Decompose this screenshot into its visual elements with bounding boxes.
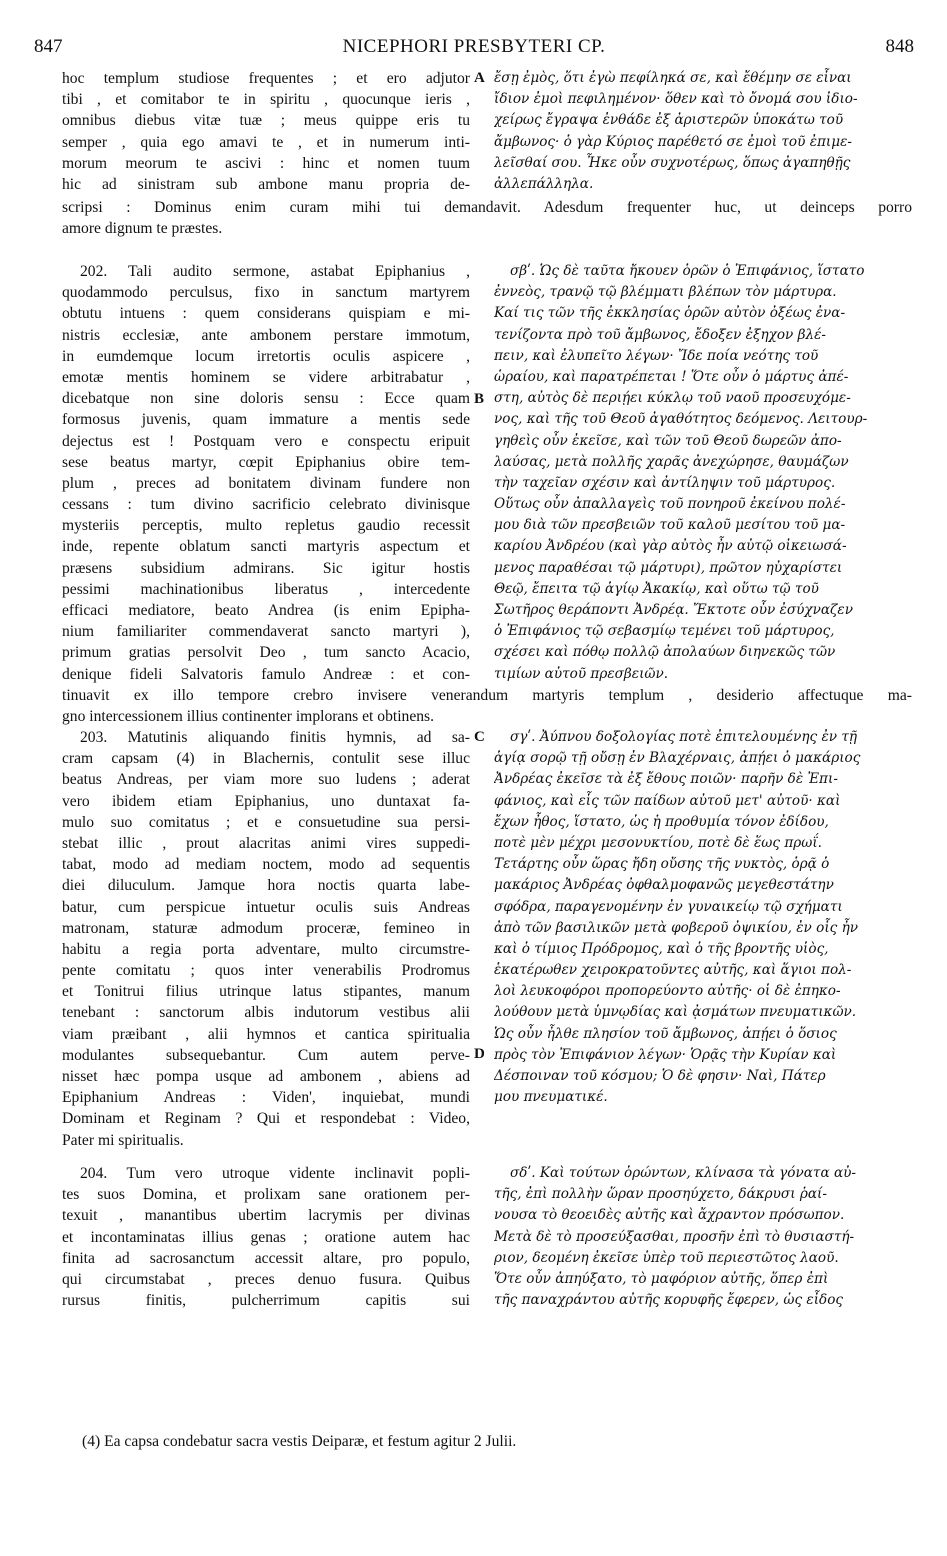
latin-line: mysteriis perceptis, multo repletus gaudio recessit <box>62 517 470 535</box>
latin-line: morum meorum te ascivi : hinc et nomen tuum <box>62 154 470 172</box>
latin-line: 202. Tali audito sermone, astabat Epiphanius , <box>80 263 470 280</box>
greek-line: μενος παραθέσαι τῷ μάρτυρι), πρῶτον ηὐχαρίστει <box>494 559 843 576</box>
greek-line: ἑκατέρωθεν χειροκρατοῦντες αὐτῆς, καὶ ἅγιοι πολ- <box>494 962 852 979</box>
greek-line: Καί τις τῶν τῆς ἐκκλησίας ὁρῶν αὐτὸν ὀξέως ἐνα- <box>494 305 846 322</box>
greek-line: καὶ ὁ τίμιος Πρόδρομος, καὶ ὁ τῆς βροντῆς υἱὸς, <box>494 940 829 957</box>
latin-line: omnibus diebus vitæ tuæ ; meus quippe eris tu <box>62 112 470 130</box>
latin-line: plum , preces ad bonitatem divinam fundere non <box>62 474 470 492</box>
greek-line: τῆς, ἐπὶ πολλὴν ὥραν προσηύχετο, δάκρυσι ῥαί- <box>494 1186 827 1203</box>
greek-line: λεῖσθαί σου. Ἦκε οὖν συχνοτέρως, ὅπως ἀγαπηθῇς <box>494 154 851 171</box>
full-line: scripsi : Dominus enim curam mihi tui demandavit. Adesdum frequenter huc, ut deinceps porro <box>62 199 912 216</box>
greek-line: φάνιος, καὶ εἷς τῶν παίδων αὐτοῦ μετ' αὐτοῦ· καὶ <box>494 792 841 809</box>
latin-line: Pater mi spiritualis. <box>62 1131 184 1149</box>
greek-line: Μετὰ δὲ τὸ προσεύξασθαι, προσῆν ἐπὶ τὸ θυσιαστή- <box>494 1228 855 1245</box>
margin-marker-c: C <box>474 729 485 745</box>
latin-line: Dominam et Reginam ? Qui et respondebat : Video, <box>62 1110 470 1128</box>
greek-line: ὁ Ἐπιφάνιος τῷ σεβασμίῳ τεμένει τοῦ μάρτυρος, <box>494 623 835 640</box>
page-number-left: 847 <box>34 36 63 57</box>
latin-line: mulo suo comitatus ; et e consuetudine sua persi- <box>62 813 470 831</box>
greek-line: σβʹ. Ὡς δὲ ταῦτα ἤκουεν ὁρῶν ὁ Ἐπιφάνιος, ἵστατο <box>510 263 865 279</box>
greek-line: ἄμβωνος· ὁ γὰρ Κύριος παρέθετό σε ἐμοὶ τοῦ ἐπιμε- <box>494 133 852 150</box>
latin-line: vero ibidem etiam Epiphanius, uno duntaxat fa- <box>62 792 470 810</box>
greek-line: ἴδιον ἐμοὶ πεφιλημένον· ὅθεν καὶ τὸ ὄνομά σου ἰδιο- <box>494 91 858 108</box>
latin-line: et Tonitrui filius utrinque latus stipantes, manum <box>62 983 470 1001</box>
greek-line: Δέσποιναν τοῦ κόσμου; Ὁ δὲ φησιν· Ναὶ, Πάτερ <box>494 1068 826 1084</box>
greek-line: Οὕτως οὖν ἀπαλλαγεὶς τοῦ πονηροῦ ἐκείνου πολέ- <box>494 496 846 513</box>
latin-line: nisset hæc pompa usque ad ambonem , abiens ad <box>62 1068 470 1085</box>
greek-line: ποτὲ μὲν μέχρι μεσονυκτίου, ποτὲ δὲ ἕως πρωΐ. <box>494 834 822 851</box>
latin-line: inde, repente oblatum sancti martyris aspectum et <box>62 538 470 556</box>
full-width-text-1 <box>62 197 912 239</box>
full-width-text-2 <box>62 685 912 727</box>
greek-line: Ὅτε οὖν ἀπηύξατο, τὸ μαφόριον αὐτῆς, ὅπερ ἐπὶ <box>494 1270 829 1287</box>
greek-line: σδʹ. Καὶ τούτων ὁρώντων, κλίνασα τὰ γόνατα αὐ- <box>510 1165 856 1181</box>
greek-line: Θεῷ, ἔπειτα τῷ ἁγίῳ Ἀκακίῳ, καὶ οὕτω τῷ τοῦ <box>494 580 819 597</box>
greek-line: ἀλλεπάλληλα. <box>494 175 594 192</box>
margin-marker-d: D <box>474 1046 485 1062</box>
greek-line: μου διὰ τῶν πρεσβειῶν τοῦ καλοῦ μεσίτου τοῦ μα- <box>494 517 846 534</box>
latin-line: matronam, staturæ admodum proceræ, femineo in <box>62 919 470 937</box>
latin-line: 203. Matutinis aliquando finitis hymnis, ad sa- <box>80 729 470 746</box>
latin-line: efficaci mediatore, beato Andrea (is enim Epipha- <box>62 602 470 619</box>
greek-line: στη, αὐτὸς δὲ περιῄει κύκλῳ τοῦ ναοῦ προσευχόμε- <box>494 390 851 407</box>
latin-line: dicebatque non sine doloris sensu : Ecce quam <box>62 390 470 408</box>
greek-line: μου πνευματικέ. <box>494 1089 608 1106</box>
latin-line: et incontaminatas illius genas ; oratione autem hac <box>62 1228 470 1246</box>
latin-line: formosus juvenis, quam immature a mentis sede <box>62 411 470 429</box>
latin-line: 204. Tum vero utroque vidente inclinavit popli- <box>80 1165 470 1182</box>
greek-line: Ὡς οὖν ἦλθε πλησίον τοῦ ἄμβωνος, ἀπῄει ὁ ὅσιος <box>494 1025 837 1042</box>
latin-line: quodammodo perculsus, fixo in sanctum martyrem <box>62 284 470 302</box>
latin-line: præsens subsidium admirans. Sic igitur hostis <box>62 559 470 577</box>
greek-line: ἔσῃ ἐμὸς, ὅτι ἐγὼ πεφίληκά σε, καὶ ἔθέμην σε εἶναι <box>494 70 852 86</box>
latin-line: denique fideli Salvatoris famulo Andreæ : et con- <box>62 665 470 683</box>
latin-line: tes suos Domina, et prolixam sane orationem per- <box>62 1186 470 1204</box>
full-line: amore dignum te præstes. <box>62 220 223 238</box>
latin-line: Epiphanium Andreas : Viden', inquiebat, mundi <box>62 1089 470 1107</box>
footnote: (4) Ea capsa condebatur sacra vestis Deiparæ, et festum agitur 2 Julii. <box>82 1433 517 1450</box>
latin-column-block-1 <box>62 68 470 195</box>
greek-line: μακάριος Ἀνδρέας ὀφθαλμοφανῶς μεγεθεστάτην <box>494 877 834 894</box>
latin-line: finita ad sacrosanctum accessit altare, pro populo, <box>62 1249 470 1267</box>
greek-line: σφόδρα, παραγενομένην ἐν γυναικείῳ τῷ σχήματι <box>494 898 843 915</box>
latin-column-block-2 <box>62 261 470 685</box>
greek-line: χείρως ἔγραψα ἐνθάδε ἐξ ἀριστερῶν ὑποκάτω τοῦ <box>494 112 844 129</box>
greek-line: Σωτῆρος θεράποντι Ἀνδρέᾳ. Ἔκτοτε οὖν ἐσύχναζεν <box>494 602 853 618</box>
greek-line: τιμίων αὐτοῦ πρεσβειῶν. <box>494 665 669 682</box>
latin-line: habitu a regia porta adventare, multo circumstre- <box>62 940 470 958</box>
latin-line: stebat illic , prout alacritas animi vires suppedi- <box>62 834 470 852</box>
latin-line: cessans : tum divino sacrificio celebrato divinisque <box>62 496 470 514</box>
greek-line: τῆς παναχράντου αὐτῆς κορυφῆς ἔφερεν, ὡς εἶδος <box>494 1292 844 1309</box>
latin-line: tabat, modo ad mediam noctem, modo ad sequentis <box>62 856 470 874</box>
greek-column-block-3 <box>494 727 912 1108</box>
greek-line: ἔχων ἦθος, ἵστατο, ὡς ἡ προθυμία τόνον ἐδίδου, <box>494 813 829 830</box>
greek-line: τενίζοντα πρὸ τοῦ ἄμβωνος, ἔδοξεν ἐξηχον βλέ- <box>494 326 826 343</box>
greek-column-block-1 <box>494 68 912 195</box>
full-line: tinuavit ex illo tempore crebro invisere venerandum martyris templum , desiderio affectuque ma- <box>62 687 912 704</box>
greek-line: νος, καὶ τῆς τοῦ Θεοῦ ἀγαθότητος δεόμενος. Λειτουρ- <box>494 411 868 428</box>
latin-line: nistris ecclesiæ, ante ambonem perstare immotum, <box>62 326 470 344</box>
latin-column-block-4 <box>62 1163 470 1311</box>
latin-line: diei diluculum. Jamque hora noctis quarta labe- <box>62 877 470 895</box>
latin-line: nium familiariter commendaverat sancto martyri ), <box>62 623 470 641</box>
greek-line: νουσα τὸ θεοειδὲς αὐτῆς καὶ ἄχραντον πρόσωπον. <box>494 1207 845 1224</box>
greek-line: Ἀνδρέας ἐκεῖσε τὰ ἐξ ἔθους ποιῶν· παρῆν δὲ Ἐπι- <box>494 771 838 788</box>
latin-line: dejectus est ! Postquam vero e conspectu eripuit <box>62 432 470 450</box>
greek-line: καρίου Ἀνδρέου (καὶ γὰρ αὐτὸς ἦν αὐτῷ οἰκειωσά- <box>494 538 847 555</box>
latin-line: tenebant : sanctorum albis indutorum vestibus alii <box>62 1004 470 1022</box>
latin-line: beatus Andreas, per viam more suo ludens ; aderat <box>62 771 470 789</box>
page-header <box>34 36 914 66</box>
latin-line: cram capsam (4) in Blachernis, contulit sese illuc <box>62 750 470 768</box>
greek-line: τὴν ταχεῖαν σχέσιν καὶ ἀντίληψιν τοῦ μάρτυρος. <box>494 474 836 491</box>
latin-line: viam præibant , alii hymnos et cantica spiritualia <box>62 1025 470 1043</box>
greek-line: λαύσας, μετὰ πολλῆς χαρᾶς ἀνεχώρησε, θαυμάζων <box>494 453 849 470</box>
latin-line: sese beatus martyr, cœpit Epiphanius obire tem- <box>62 453 470 471</box>
greek-line: ἀπὸ τῶν βασιλικῶν μετὰ φοβεροῦ ὀψικίου, ἐν οἷς ἦν <box>494 919 858 936</box>
greek-line: σγʹ. Ἀύπνου δοξολογίας ποτὲ ἐπιτελουμένης ἐν τῇ <box>510 729 857 745</box>
latin-line: qui circumstabat , preces denuo fusura. Quibus <box>62 1270 470 1288</box>
greek-line: ὡραίου, καὶ παρατρέπεται ! Ὅτε οὖν ὁ μάρτυς ἀπέ- <box>494 368 849 385</box>
latin-line: batur, cum perspicue intuetur oculis suis Andreas <box>62 898 470 916</box>
latin-line: semper , quia ego amavi te , et in numerum inti- <box>62 133 470 151</box>
latin-column-block-3 <box>62 727 470 1151</box>
latin-line: in eumdemque locum irretortis oculis aspicere , <box>62 347 470 365</box>
greek-column-block-4 <box>494 1163 912 1311</box>
greek-line: ριον, δεομένη ἐκεῖσε ὑπὲρ τοῦ περιεστῶτος λαοῦ. <box>494 1249 839 1266</box>
full-line: gno intercessionem illius continenter implorans et obtinens. <box>62 708 435 726</box>
greek-line: γηθεὶς οὖν ἐκεῖσε, καὶ τῶν τοῦ Θεοῦ δωρεῶν ἀπο- <box>494 432 842 449</box>
latin-line: tibi , et comitabor te in spiritu , quocunque ieris , <box>62 91 470 109</box>
latin-line: texuit , manantibus ubertim lacrymis per divinas <box>62 1207 470 1225</box>
latin-line: rursus finitis, pulcherrimum capitis sui <box>62 1292 470 1310</box>
latin-line: obtutu intuens : quem considerans quispiam e mi- <box>62 305 470 323</box>
greek-line: ἐννεὸς, τρανῷ τῷ βλέμματι βλέπων τὸν μάρτυρα. <box>494 284 837 301</box>
greek-line: σχέσει καὶ πόθῳ πολλῷ ἀπολαύων διηνεκῶς τῶν <box>494 644 836 661</box>
latin-line: modulantes subsequebantur. Cum autem perve- <box>62 1046 470 1064</box>
latin-line: pente comitatu ; quos inter venerabilis Prodromus <box>62 962 470 980</box>
greek-line: ἁγίᾳ σορῷ τῇ οὔσῃ ἐν Βλαχέρναις, ἀπῄει ὁ μακάριος <box>494 750 861 767</box>
page-number-right: 848 <box>885 36 914 57</box>
margin-marker-a: A <box>474 70 485 86</box>
greek-column-block-2 <box>494 261 912 685</box>
latin-line: hic ad sinistram sub ambone manu propria de- <box>62 175 470 193</box>
latin-line: emotæ mentis hominem se videre arbitrabatur , <box>62 368 470 386</box>
greek-line: Τετάρτης οὖν ὥρας ἤδη οὔσης τῆς νυκτὸς, ὁρᾷ ὁ <box>494 856 830 873</box>
greek-line: λούθουν μετὰ ὑμνῳδίας καὶ ᾀσμάτων πνευματικῶν. <box>494 1004 857 1021</box>
running-title: NICEPHORI PRESBYTERI CP. <box>342 36 606 57</box>
latin-line: hoc templum studiose frequentes ; et ero adjutor <box>62 70 470 87</box>
greek-line: λοὶ λευκοφόροι προπορεύοντο αὐτῆς· οἱ δὲ ἐπηκο- <box>494 983 841 1000</box>
greek-line: πρὸς τὸν Ἐπιφάνιον λέγων· Ὁρᾷς τὴν Κυρίαν καὶ <box>494 1046 837 1063</box>
margin-marker-b: B <box>474 391 485 407</box>
latin-line: primum gratias persolvit Deo , tum sancto Acacio, <box>62 644 470 662</box>
greek-line: πειν, καὶ ἐλυπεῖτο λέγων· Ἴδε ποία νεότης τοῦ <box>494 347 819 364</box>
latin-line: pessimi machinationibus liberatus , intercedente <box>62 580 470 598</box>
